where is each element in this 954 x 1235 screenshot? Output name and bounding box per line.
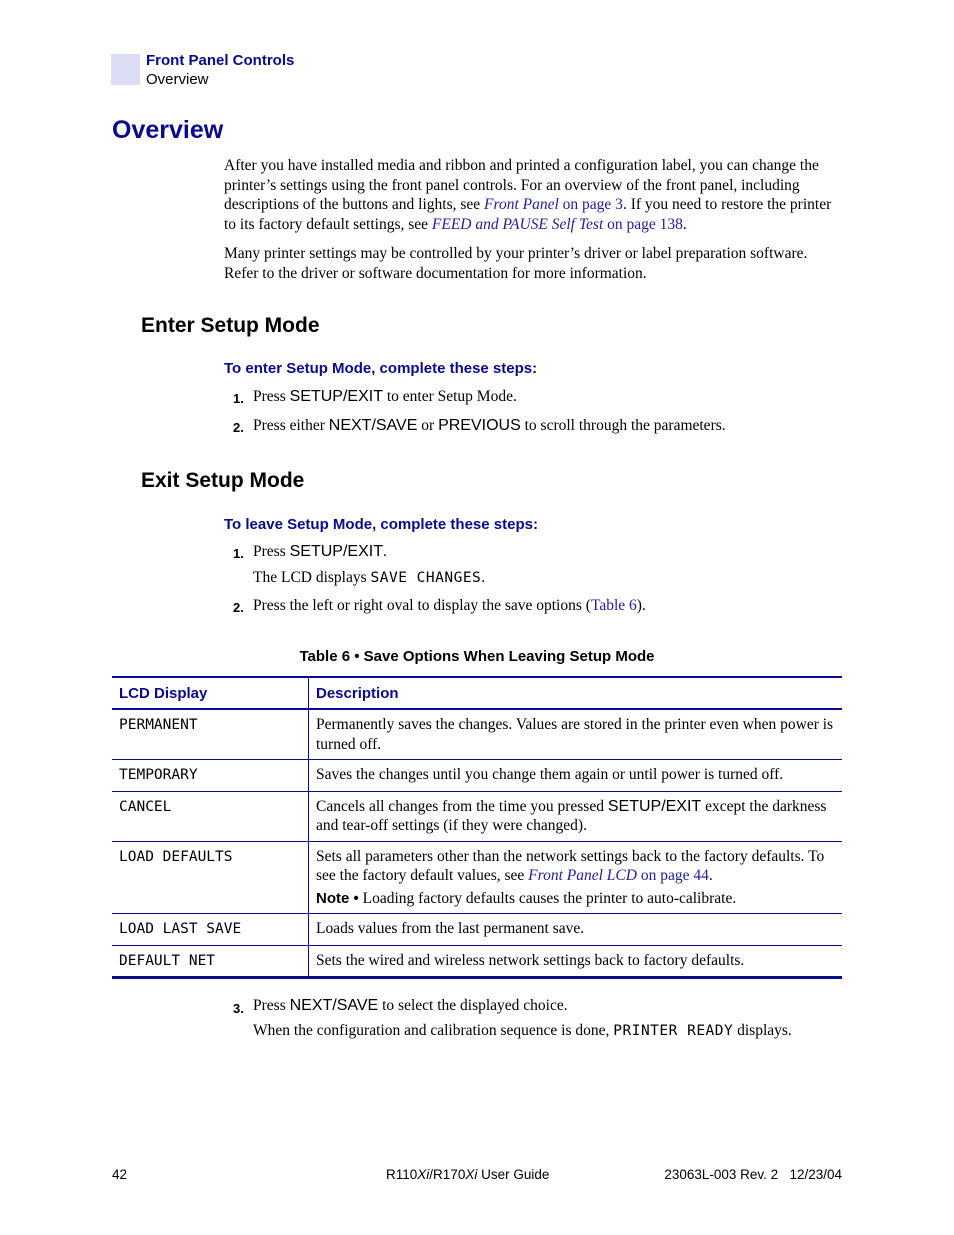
table-header-row <box>112 677 842 709</box>
next-save-button-label-2: NEXT/SAVE <box>289 997 379 1014</box>
enter-steps-heading: To enter Setup Mode, complete these steps: <box>224 360 538 377</box>
description-cell: Permanently saves the changes. Values are stored in the printer even when power is turned off. <box>316 716 834 753</box>
footer-document-number: 23063L-003 Rev. 2 12/23/04 <box>664 1167 842 1182</box>
cancel-desc-pre: Cancels all changes from the time you pressed <box>316 797 608 815</box>
setup-exit-button-label-2: SETUP/EXIT <box>289 543 383 560</box>
exit-steps-heading: To leave Setup Mode, complete these steps: <box>224 516 538 533</box>
table-row <box>112 760 842 792</box>
footer-guide-d: Xi <box>465 1167 478 1182</box>
link-front-panel-label: Front Panel <box>484 196 559 213</box>
load-defaults-desc-pre: Sets all parameters other than the network settings back to the factory defaults. To see the factory default values, see <box>316 847 825 884</box>
header-section-title: Front Panel Controls <box>146 52 295 69</box>
exit-step-1-text <box>253 543 387 561</box>
link-front-panel-lcd[interactable] <box>528 867 709 884</box>
previous-button-label: PREVIOUS <box>438 417 521 434</box>
lcd-cell: LOAD DEFAULTS <box>112 841 309 914</box>
link-front-panel-page: on page 3 <box>558 196 623 213</box>
setup-exit-button-label: SETUP/EXIT <box>289 388 383 405</box>
exit-step-3-pre: Press <box>253 997 290 1014</box>
exit-setup-heading: Exit Setup Mode <box>141 469 305 492</box>
footer-guide-title <box>386 1167 549 1182</box>
enter-step-2-mid: or <box>417 417 439 434</box>
exit-step-1-post: . <box>382 543 387 560</box>
header-accent-box <box>111 54 140 85</box>
note-text: Loading factory defaults causes the printer to auto-calibrate. <box>358 889 737 907</box>
page-title: Overview <box>112 116 224 144</box>
link-front-panel-lcd-page: on page 44 <box>636 867 709 884</box>
exit-step-2-number: 2. <box>233 600 244 615</box>
table-row <box>112 945 842 978</box>
description-cell: Loads values from the last permanent save. <box>309 914 843 946</box>
lcd-cell: TEMPORARY <box>112 760 309 792</box>
link-front-panel[interactable] <box>484 196 623 213</box>
exit-step-3-post: to select the displayed choice. <box>378 997 568 1014</box>
enter-step-1-number: 1. <box>233 391 244 406</box>
setup-exit-button-label-3: SETUP/EXIT <box>607 797 702 815</box>
footer-guide-a: R110 <box>386 1167 418 1182</box>
table-row <box>112 709 842 760</box>
table-row <box>112 791 842 841</box>
enter-setup-heading: Enter Setup Mode <box>141 314 320 337</box>
enter-step-1-text <box>253 388 517 406</box>
description-cell <box>309 841 843 914</box>
exit-step-3-number: 3. <box>233 1001 244 1016</box>
table-row <box>112 914 842 946</box>
footer-page-number: 42 <box>112 1167 128 1182</box>
description-cell <box>309 791 843 841</box>
note-label: Note • <box>316 889 359 907</box>
exit-step-3-text <box>253 997 568 1015</box>
lcd-cell: LOAD LAST SAVE <box>112 914 309 946</box>
lcd-cell: PERMANENT <box>112 709 309 760</box>
table-row <box>112 841 842 914</box>
exit-step-2-pre: Press the left or right oval to display the save options ( <box>253 597 591 614</box>
next-save-button-label: NEXT/SAVE <box>328 417 418 434</box>
exit-step-1-number: 1. <box>233 546 244 561</box>
enter-step-1-pre: Press <box>253 388 290 405</box>
lcd-cell: DEFAULT NET <box>112 945 309 978</box>
link-front-panel-lcd-label: Front Panel LCD <box>528 867 637 884</box>
exit-step-2-post: ). <box>636 597 646 614</box>
column-header-description: Description <box>309 677 843 709</box>
cancel-desc-post: except the darkness and tear-off settings (if they were changed). <box>316 797 827 834</box>
intro-text-c: . <box>682 215 687 233</box>
description-cell: Saves the changes until you change them again or until power is turned off. <box>309 760 843 792</box>
enter-step-2-number: 2. <box>233 420 244 435</box>
footer-guide-c: /R170 <box>429 1167 466 1182</box>
enter-step-2-text <box>253 417 726 435</box>
link-table-6[interactable]: Table 6 <box>590 597 637 614</box>
link-feed-pause-label: FEED and PAUSE Self Test <box>431 215 604 233</box>
table-caption: Table 6 • Save Options When Leaving Setup Mode <box>299 648 655 665</box>
intro-paragraph-1 <box>224 156 844 234</box>
exit-step-1-pre: Press <box>253 543 290 560</box>
intro-paragraph-2: Many printer settings may be controlled by your printer’s driver or label preparation software. Refer to the driver or software documentation for more information. <box>224 245 808 282</box>
intro-text-a: After you have installed media and ribbon and printed a configuration label, you can change the printer’s settings using the front panel controls. For an overview of the front panel, including descriptions of the buttons and lights, see <box>224 157 819 213</box>
enter-step-1-post: to enter Setup Mode. <box>382 388 517 405</box>
load-defaults-desc-post: . <box>708 867 713 884</box>
link-feed-pause-self-test[interactable] <box>432 216 683 233</box>
exit-step-1-result <box>253 569 485 587</box>
column-header-lcd-display: LCD Display <box>112 677 309 709</box>
lcd-save-changes: SAVE CHANGES <box>370 570 482 586</box>
enter-step-2-pre: Press either <box>253 417 329 434</box>
enter-step-2-post: to scroll through the parameters. <box>520 417 726 434</box>
exit-step-1-result-post: . <box>481 569 486 586</box>
header-subsection: Overview <box>146 71 209 88</box>
exit-step-2-text <box>253 597 646 615</box>
exit-step-1-result-pre: The LCD displays <box>253 569 371 586</box>
exit-step-3-result <box>253 1022 792 1040</box>
footer-guide-b: Xi <box>417 1167 430 1182</box>
exit-step-3-result-post: displays. <box>733 1022 792 1039</box>
exit-step-3-result-pre: When the configuration and calibration sequence is done, <box>253 1022 614 1039</box>
intro-text-b: . If you need to restore the printer to its factory default settings, see <box>224 196 832 233</box>
footer-guide-e: User Guide <box>477 1167 550 1182</box>
lcd-cell: CANCEL <box>112 791 309 841</box>
note <box>316 889 835 909</box>
description-cell: Sets the wired and wireless network settings back to factory defaults. <box>309 945 843 978</box>
link-feed-pause-page: on page 138 <box>603 215 683 233</box>
save-options-table <box>112 676 842 979</box>
lcd-printer-ready: PRINTER READY <box>613 1023 734 1039</box>
